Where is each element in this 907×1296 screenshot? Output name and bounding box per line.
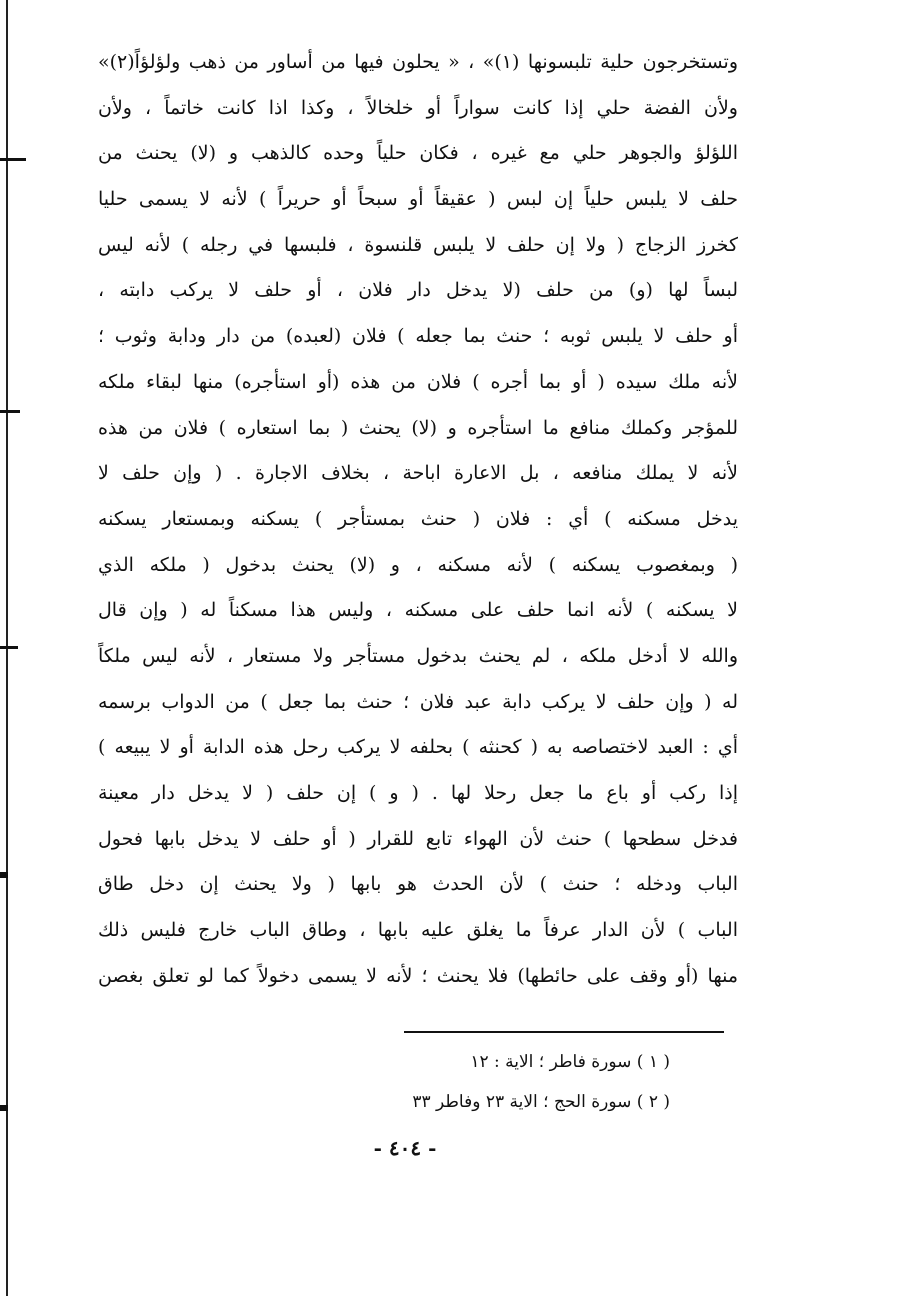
body-text xyxy=(98,40,738,999)
edge-mark xyxy=(0,410,20,413)
body-line: ولأن الفضة حلي إذا كانت سواراً أو خلخالاً ، وكذا اذا كانت خاتماً ، ولأن xyxy=(98,96,738,119)
body-line: الباب ودخله ؛ حنث ) لأن الحدث هو بابها ( ولا يحنث إن دخل طاق xyxy=(98,873,738,896)
footnote: ( ٢ ) سورة الحج ؛ الاية ٢٣ وفاطر ٣٣ xyxy=(412,1092,670,1112)
body-line: أو حلف لا يلبس ثوبه ؛ حنث بما جعله ) فلان (لعبده) من دار ودابة وثوب ؛ xyxy=(98,325,738,348)
body-line: منها (أو وقف على حائطها) فلا يحنث ؛ لأنه لا يسمى دخولاً كما لو تعلق بغصن xyxy=(98,964,738,987)
body-line: لأنه ملك سيده ( أو بما أجره ) فلان من هذه (أو استأجره) منها لبقاء ملكه xyxy=(98,370,738,393)
edge-mark xyxy=(0,646,18,649)
body-line: فدخل سطحها ) حنث لأن الهواء تابع للقرار ( أو حلف لا يدخل بابها فحول xyxy=(98,827,738,850)
body-line: له ( وإن حلف لا يركب دابة عبد فلان ؛ حنث بما جعل ) من الدواب برسمه xyxy=(98,690,738,713)
edge-mark xyxy=(0,1105,8,1111)
body-line: الباب ) لأن الدار عرفاً ما يغلق عليه بابها ، وطاق الباب خارج فليس ذلك xyxy=(98,919,738,942)
body-line: والله لا أدخل ملكه ، لم يحنث بدخول مستأجر ولا مستعار ، لأنه ليس ملكاً xyxy=(98,644,738,667)
body-line: اللؤلؤ والجوهر حلي مع غيره ، فكان حلياً وحده كالذهب و (لا) يحنث من xyxy=(98,142,738,165)
body-line: لا يسكنه ) لأنه انما حلف على مسكنه ، وليس هذا مسكناً له ( وإن قال xyxy=(98,599,738,622)
body-line: ( وبمغصوب يسكنه ) لأنه مسكنه ، و (لا) يحنث بدخول ( ملكه الذي xyxy=(98,553,738,576)
body-line: كخرز الزجاج ( ولا إن حلف لا يلبس قلنسوة ، فلبسها في رجله ) لأنه ليس xyxy=(98,233,738,256)
body-line: إذا ركب أو باع ما جعل رحلا لها . ( و ) إن حلف ( لا يدخل دار معينة xyxy=(98,782,738,804)
body-line: يدخل مسكنه ) أي : فلان ( حنث بمستأجر ) يسكنه وبمستعار يسكنه xyxy=(98,507,738,530)
body-line: للمؤجر وكملك منافع ما استأجره و (لا) يحنث ( بما استعاره ) فلان من هذه xyxy=(98,416,738,439)
footnote-separator xyxy=(404,1031,724,1033)
footnotes xyxy=(330,1042,670,1122)
page-number: - ٤٠٤ - xyxy=(373,1136,437,1160)
body-line: حلف لا يلبس حلياً إن لبس ( عقيقاً أو سبحاً أو حريراً ) لأنه لا يسمى حليا xyxy=(98,188,738,211)
body-line: لأنه لا يملك منافعه ، بل الاعارة اباحة ، بخلاف الاجارة . ( وإن حلف لا xyxy=(98,462,738,485)
body-line: لبساً لها (و) من حلف (لا يدخل دار فلان ، أو حلف لا يركب دابته ، xyxy=(98,279,738,302)
edge-mark xyxy=(0,158,26,161)
body-line: وتستخرجون حلية تلبسونها (١)» ، « يحلون فيها من أساور من ذهب ولؤلؤاً(٢)» xyxy=(98,51,738,73)
edge-mark xyxy=(0,872,8,878)
footnote: ( ١ ) سورة فاطر ؛ الاية : ١٢ xyxy=(470,1052,670,1072)
body-line: أي : العبد لاختصاصه به ( كحنثه ) بحلفه لا يركب رحل هذه الدابة أو لا يبيعه ) xyxy=(98,736,738,759)
